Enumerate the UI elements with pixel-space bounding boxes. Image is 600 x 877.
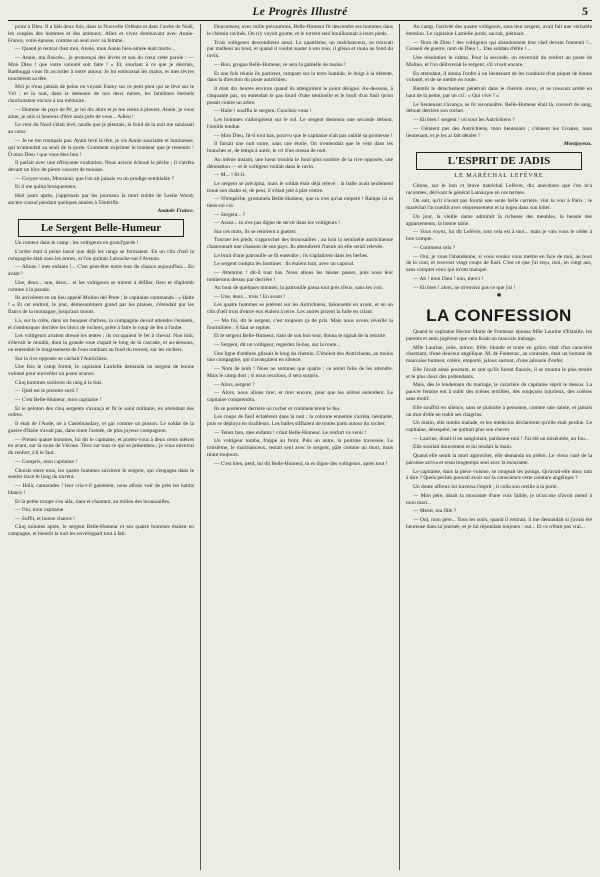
esprit-subtitle: LE MARÉCHAL LEFÈVRE — [454, 173, 544, 179]
paragraph: — Allons ! mes enfants !... C'est peut-être notre tour de chance aujourd'hui... En avant ! — [8, 264, 194, 278]
column-2 — [207, 24, 393, 870]
paragraph: — Cétaient pas des Autrichiens, mon lieutenant ; c'étaient les Croates, mon lieutenant, et je les ai fait détaler ! — [406, 125, 592, 139]
paragraph: Sur ces mots, ils se remirent à guetter. — [214, 228, 297, 235]
paragraph: Le sergent se précipita, mais le soldat était déjà relevé : la balle avait seulement troué son shako et, de peur, il s'était jeté à plat ventre. — [207, 180, 393, 194]
paragraph: Il était dix heures environ quand ils atteignirent le point désigné. Au-dessous, à cinquante pas, on entendait le pas lourd d'une sentinelle et le bruit d'un fusil qu'on posait contre un arbre. — [207, 86, 393, 106]
masthead: Le Progrès Illustré — [252, 6, 348, 18]
paragraph: — Nom de Dieu ! des voltigeurs qui abandonnent leur chef devant l'ennemi !... Conseil de guerre, nom de Dieu !... Des soldats d'élite !... — [406, 39, 592, 53]
paragraph: — N'empêche, grommela Belle-Humeur, que tu n'es qu'un empoté ! Rampe ici et tiens-toi coi. — [207, 196, 393, 210]
paragraph: — Holà, camarades ! leur cria-t-il gaiement, nous allons voir de près les habits blancs ! — [8, 483, 194, 496]
paragraph: Elle l'avait aimé pourtant, et tant qu'ils furent fiancés, il se montra le plus tendre et le plus doux des prétendants. — [406, 366, 592, 380]
paragraph: — Une, deux... trois ! En avant ! — [214, 293, 286, 300]
paragraph: Au camp, l'arrivée des quatre voltigeurs, sans leur sergent, avait fait une véritable émotion. Le capitaine Latrielle jurait, sacrait, piétinait. — [406, 24, 592, 37]
column-divider — [399, 24, 400, 870]
section-separator: ✱ — [496, 293, 502, 300]
paragraph: Et il me quitta brusquement. — [15, 184, 77, 191]
paragraph: point à Dieu. Il a bâti deux fois, dans la Nouvelle Orléans et dans l'ordre de Noël, les couples des hommes et des animaux. Allez et vivez dorénavant avec Annie-France, votre épouse, comme un seul avec sa femme. — [8, 24, 194, 44]
paragraph: — Nom de nom ! Nous ne sommes que quatre ; ce serait folie de les attendre. Mais le camp dort ; si nous reculons, il sera surpris. — [207, 366, 393, 379]
paragraph: Elle souffrit en silence, sans se plaindre à personne, comme une sainte, et jamais un mot d'elle ne trahit ses chagrins. — [406, 404, 592, 418]
paragraph: — Alors, sergent ? — [214, 381, 255, 388]
paragraph: — Vous voyez, lui dit Lefèvre, tout cela est à moi... mais je vais vous le céder à bon compte. — [406, 229, 592, 243]
paragraph: Le vent du Nord s'était levé, tandis que je pleurais, le froid de la nuit me saisissait au cœur. — [8, 122, 194, 136]
paragraph: — Quand je rentrai chez moi, Annie, mon Annie bien-aimée était morte... — [15, 46, 176, 53]
paragraph: — Laurine, disait-il en sanglotant, pardonne-moi ! J'ai été un misérable, un fou... — [413, 435, 589, 442]
paragraph: — Bon, grogna Belle-Humeur, ce sera la gamelle de moins ! — [214, 61, 346, 68]
paragraph: On sait, qu'il n'avait pas fourni une seule belle carrière, vint la voir à Paris ; le maréchal l'accueillit avec empressement et la logea dans son hôtel. — [406, 198, 592, 212]
paragraph: Le capitaine, dans la pièce voisine, se rongeait les poings. Qu'avait-elle donc tant à dire ? Quels péchés pouvait avoir sur la conscience cette créature angélique ? — [406, 468, 592, 482]
paragraph: — Halte ! souffla le sergent. Couchez-vous ! — [214, 108, 312, 115]
column-1 — [8, 24, 194, 870]
paragraph: Au même instant, une lueur troubla le fond plus sombre de la rive opposée, une détonation — et le voltigeur roulait dans le ravin. — [207, 156, 393, 170]
sergent-story — [8, 240, 194, 538]
paragraph: Citons, sur le bon et brave maréchal Lefèvre, dix anecdotes que l'on m'a racontées, dérivant le général Lamarque en ces termes. — [406, 182, 592, 196]
confession-title: LA CONFESSION — [426, 306, 572, 325]
paragraph: Une résolution le calma. Pour la seconde, on enverrait du renfort au poste de Molino, et l'on délivrerait le sergent, s'il vivait encore. — [406, 55, 592, 68]
paragraph: Et le peloton des cinq sergents s'avança et fit le salut militaire, en attendant des ordres. — [8, 405, 194, 419]
paragraph: Un doute affreux lui traversa l'esprit ; il colla son oreille à la porte. — [413, 484, 558, 490]
paragraph: — Eh bien ! sergent ! où sont les Autrichiens ? — [413, 117, 515, 123]
paragraph: Il parlait avec une effrayante exaltation. Nous avions échoué la pêche ; il s'arrêta devant un bloc de pierre couvert de mousse. — [8, 160, 194, 174]
paragraph: — Oui, je vous l'abandonne, si vous voulez vous mettre en face de moi, au bout de la cour, et recevoir vingt coups de fusil. C'est ce que j'ai reçu, moi, en vingt ans, sans compter ceux qui m'ont manqué. — [406, 253, 592, 274]
paragraph: Au bout de quelques minutes, la patrouille passa tout près d'eux, sans les voir. — [214, 285, 384, 292]
paragraph: Choisis entre tous, les quatre hommes suivirent le sergent, qui s'engagea dans le sentier tracé le long du torrent. — [8, 467, 194, 481]
paragraph: — Ah ! mon Dieu ! non, merci ! — [413, 275, 484, 282]
paragraph: Quand le capitaine Hector-Marie de Fontenac épousa Mlle Laurine d'Estaille, les parents et amis jugèrent que cela ferait un mauvais ménage. — [406, 329, 592, 342]
paragraph: Les quatre hommes se jetèrent sur les Autrichiens, baïonnette en avant, et en un clin d'œil trois d'entre eux étaient à terre. Les autres prirent la fuite en criant. — [207, 302, 393, 316]
paragraph: Là, sur la crête, dans un bouquet d'arbres, la compagnie devait attendre l'ennemi, et s'embusquer derrière les blocs de rochers, prête à faire le coup de feu à l'aube. — [8, 317, 194, 331]
paragraph: — C'est bien, petit, lui dit Belle-Humeur, tu es digne des voltigeurs, après tout ! — [214, 460, 388, 467]
paragraph: Ils arrivèrent en un lieu appelé Molino del Prete ; le capitaine commanda : « Halte ! » Et cet endroit, le jour, démesurément grand par les plaines, s'étendait par les flancs de la montagne, jusqu'aux monts. — [8, 295, 194, 316]
column-divider — [200, 24, 201, 870]
paragraph: — Homme du pays de Pé, je lui dis alors et je me remis à pleurer, Annie, je vous aime, je suis si heureux d'être assis près de vous... Adieu ! — [8, 106, 194, 120]
paragraph: Un rumeur dans le camp : les voltigeurs en grand'garde ! — [15, 240, 139, 247]
paragraph: — Menti, ma fille ? — [413, 508, 457, 515]
paragraph: — Assez... tu n'es pas digne de servir dans les voltigeurs ! — [214, 220, 341, 227]
paragraph: — Quel est le premier sorti ? — [15, 388, 79, 395]
paragraph: — Suffit, et bonne chance ! — [15, 515, 75, 522]
paragraph: Bientôt le détachement pénétrait dans le chemin creux, et se trouvait arrêté en haut de la pente, par un cri : « Qui vive ? » — [406, 86, 592, 99]
paragraph: Un matin, elle tomba malade, et les médecins déclarèrent qu'elle était perdue. Le capitaine, désespéré, ne quittait plus son chevet. — [406, 420, 592, 434]
paragraph: Les coups de fusil éclatèrent dans la nuit ; la colonne ennemie s'arrêta, hésitante, puis se déploya en tirailleurs. Les balles sifflaient de toutes parts autour du rocher. — [207, 414, 393, 428]
paragraph: — Alors, nous allons tirer, et tirer encore, pour que les nôtres entendent. Le capitaine comprendra. — [207, 390, 393, 404]
paragraph: Moi je n'eus jamais de peine en voyant Fanny sur ce petit pont qui se lève sur le Vél ; et la nuit, dans la demeure de nos deux mères, les fantômes éternels chuchotaient encore à ma mémoire. — [8, 84, 194, 105]
paragraph: — Oui, mon père... Tous les soirs, quand il rentrait, il me demandait si j'avais été heureuse dans la journée, et je lui répondais toujours : oui... Et ce n'était pas vrai... — [406, 516, 592, 530]
paragraph: — Croyez-vous, Monsieur, que l'on ait jamais vu un prodige semblable ? — [15, 175, 174, 182]
paragraph: Un voltigeur tomba, frappé au front. Puis un autre, la poitrine traversée. Le troisième, le malchanceux, restait seul avec le sergent, pâle comme un mort, mais tirant toujours. — [207, 438, 393, 459]
paragraph: Une, deux... une, deux... et les voltigeurs se mirent à défiler, fiers et d'aplomb comme à la parade. — [8, 279, 194, 293]
paragraph: Le lieutenant s'avança, se fit reconnaître. Belle-Humeur était là, couvert de sang, debout derrière son rocher. — [406, 101, 592, 115]
paragraph: — Comment cela ? — [413, 244, 456, 251]
paragraph: — M... ! fit-il. — [214, 172, 246, 179]
paragraph: Mlle Laurine, jolie, mince, frêle, blonde et toute en grâce, était d'un caractère charmant, d'une douceur angélique. M. de Fontenac, au contraire, était un homme de mauvaise humeur, colère, emporté, jaloux surtout, d'une jalousie d'enfer. — [406, 344, 592, 365]
paragraph: Elle souriait doucement et lui tendait la main. — [413, 444, 513, 451]
author-signature: Anatole France. — [157, 208, 194, 215]
paragraph: — Eh bien ! alors, ne m'enviez pas ce que j'ai ! — [413, 284, 516, 291]
paragraph: — Prenez quatre hommes, lui dit le capitaine, et portez-vous à deux cents mètres en avant, sur la route de Vérone. Tirez sur tout ce qui se présentera ; je vous enverrai du renfort, s'il le faut. — [8, 436, 194, 457]
paragraph: Doucement, avec mille précautions, Belle-Humeur fit descendre ses hommes dans le chemin ravinés. On n'y voyait goutte, et le torrent seul bouillonnait à leurs pieds. — [207, 24, 393, 37]
paragraph: Un jour, la vieille dame admirait la richesse des meubles, la beauté des appartements, la bonne table. — [406, 213, 592, 227]
paragraph: — Ma foi, dit le sergent, c'est toujours ça de pris. Mais nous avons réveillé la fourmilière ; il faut se replier. — [207, 317, 393, 331]
paragraph: Tourner les pieds, s'approcher des broussailles ; au loin la sentinelle autrichienne chantonnait une chanson de son pays. Ils attendirent l'heure où elle serait relevée. — [207, 237, 393, 251]
paragraph: — Mon Dieu, fit-il tout bas, pourvu que le capitaine n'ait pas oublié sa promesse ! — [214, 132, 393, 139]
paragraph: L'ordre était à peine lancé que déjà les rangs se formaient. En un clin d'œil la compagnie était sous les armes, et l'on quittait Latouche-sur-l'Avenne. — [8, 248, 194, 262]
paragraph: — Mon père, disait la mourante d'une voix faible, je m'accuse d'avoir menti à mon mari... — [406, 492, 592, 506]
paragraph: Quand elle sentit la mort approcher, elle demanda un prêtre. Le vieux curé de la paroisse arriva et resta longtemps seul avec la mourante. — [406, 453, 592, 466]
paragraph: Une fois le camp formé, le capitaine Latrielle demanda un sergent de bonne volonté pour surveiller un poste avancé. — [8, 364, 194, 378]
paragraph: — Annie, ma fiancée... je prononçai des lèvres et son du cœur cette parole : — Mon Dieu ! que votre volonté soit faite ! » Et, souriant à ce que je désirais, Batthugga vous fit accorder à notre amour. Je lui embrassai les mains, et mes lèvres touchèrent sa tête. — [8, 55, 194, 82]
paragraph: — Compris, mon capitaine ! — [15, 458, 78, 465]
paragraph: Les hommes s'allongèrent sur le sol. Le sergent demeura une seconde debout, l'oreille tendue. — [207, 117, 393, 130]
paragraph: Et le sergent Belle-Humeur, riant de son bon tour, donna le signal de la retraite. — [214, 333, 387, 340]
column-3 — [406, 24, 592, 870]
paragraph: Le bruit d'une patrouille se fit entendre ; ils s'aplatirent dans les herbes. — [214, 252, 369, 259]
paragraph: — Sergent... ? — [214, 211, 246, 218]
paragraph: Les voltigeurs avaient dressé les tentes ; ils occupaient le fer à cheval. Non loin, s'élevait le moulin, dont la grande roue clapait le long de la cascade, et au-dessous, on entendait le mugissement de l'eau tombant au fond du torrent, sur les rochers. — [8, 333, 194, 354]
paragraph: Il faisait une nuit noire, sans une étoile. On n'entendait que le vent dans les branches et, de temps à autre, le cri d'un oiseau de nuit. — [207, 141, 393, 154]
paragraph: — Oui, mon capitaine. — [15, 507, 65, 514]
paragraph: Et une fois réunis ils partirent, rampant sur la terre humide, le doigt à la détente, dans la direction du poste autrichien. — [207, 70, 393, 84]
paragraph: Trois voltigeurs descendirent aussi. Le quatrième, un malchanceux, se trouvait par malheur au bout, et quand il voulut sauter à son tour, il glissa et roula au fond du ravin. — [207, 39, 393, 60]
paragraph: — C'est Belle-Humeur, mon capitaine ! — [15, 396, 102, 403]
paragraph: — Je ne me trompais pas. Ayant levé la tête, je vis Annie souriante et lumineuse, qui m'attendait au seuil de la porte. Comment exprimer le bonheur que je ressentis ! Ô mon Dieu ! que vous êtes bon ! — [8, 137, 194, 158]
intro-story — [8, 24, 194, 215]
paragraph: Cinq hommes sortirent du rang à la fois. — [15, 379, 103, 386]
paragraph: En attendant, il donna l'ordre à un lieutenant de les conduire d'un piquet de bonne volonté, et de se mettre en route. — [406, 70, 592, 84]
paragraph: Sur la rive opposée se cachait l'Autrichien. — [15, 355, 108, 362]
paragraph: Ils se postèrent derrière un rocher et commencèrent le feu. — [214, 405, 341, 412]
author-signature: Montjoyeux. — [563, 141, 592, 148]
paragraph: — Sergent, dit un voltigeur, regardez là-bas, sur la route... — [214, 341, 341, 348]
paragraph: Mais, dès le lendemain du mariage, le caractère du capitaine reprit le dessus. La pauvre femme eut à subir des scènes terribles, des soupçons injurieux, des colères sans motif. — [406, 382, 592, 403]
article-title: Le Sergent Belle-Humeur — [18, 219, 184, 237]
esprit-title: L'ESPRIT DE JADIS — [416, 152, 582, 170]
page-number: 5 — [582, 4, 588, 18]
paragraph: Et la petite troupe s'en alla, riant et chantant, au milieu des broussailles. — [15, 498, 171, 505]
paragraph: Cinq minutes après, le sergent Belle-Humeur et ses quatre hommes étaient en campagne, et bientôt la nuit les enveloppait tout à fait. — [8, 524, 194, 538]
paragraph: Il était de l'Aude, né à Castelnaudary, et gai comme un pinson. Le soldat de la guerre d'Italie n'avait pas, dans toute l'armée, de plus joyeux compagnon. — [8, 421, 194, 434]
paragraph: Huit jours après, j'apprenais par les journaux la mort subite de Leslie Wood, ancien consul pendant quelques années à Ténériffe. — [8, 192, 194, 206]
paragraph: — Tenez bon, mes enfants ! criait Belle-Humeur. Le renfort va venir ! — [214, 429, 367, 436]
paragraph: Une ligne d'ombres glissait le long du chemin. C'étaient des Autrichiens, au moins une compagnie, qui s'avançaient en silence. — [207, 350, 393, 364]
paragraph: Le sergent compta les hommes : ils étaient huit, avec un caporal. — [214, 261, 355, 268]
page-header — [8, 4, 592, 21]
paragraph: — Attention ! dit-il tout bas. Nous allons les laisser passer, puis nous leur tomberons dessus par derrière ! — [207, 269, 393, 283]
